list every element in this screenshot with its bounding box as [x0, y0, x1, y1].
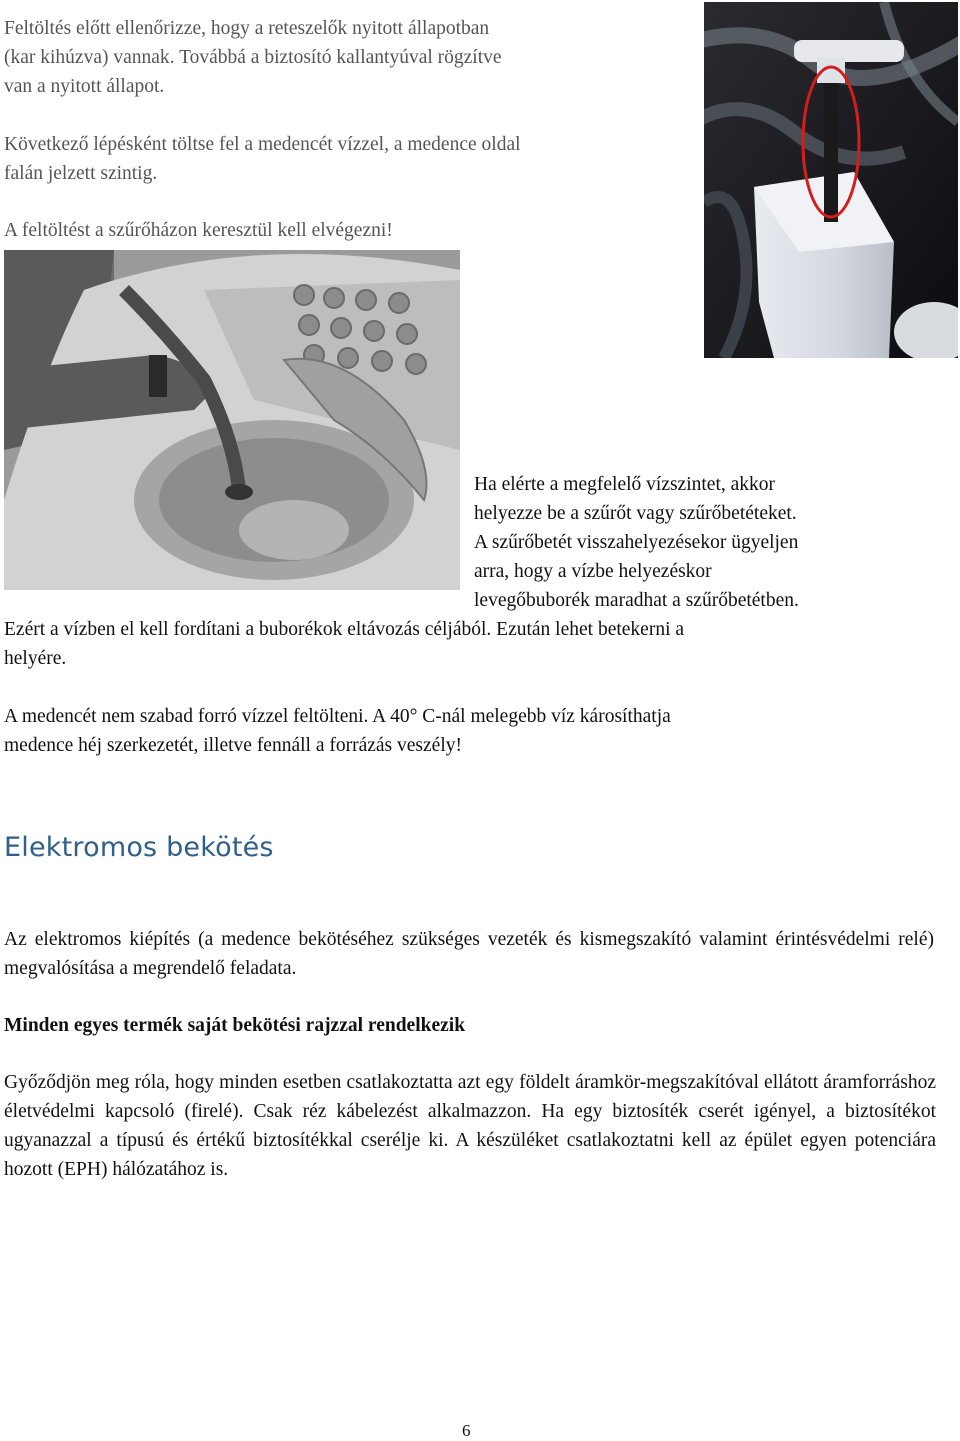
intro-line: Feltöltés előtt ellenőrizze, hogy a reteszelők nyitott állapotban: [4, 18, 490, 39]
step-block: [4, 130, 694, 188]
grounding-paragraph: Győződjön meg róla, hogy minden esetben csatlakoztatta azt egy földelt áramkör-megszakítóval ellátott áramforráshoz életvédelmi kapcsoló (firelé). Csak réz kábelezést alkalmazzon. Ha egy biztosíték cserét igényel, a biztosítékot ugyanazzal a típusú és értékű biztosítékkal cserélje ki. A készüléket csatlakoztatni kell az épület egyen potenciára hozott (EPH) hálózatához is.: [4, 1072, 936, 1180]
filling-photo-graphic: [4, 250, 460, 590]
intro-line: (kar kihúzva) vannak. Továbbá a biztosító kallantyúval rögzítve: [4, 47, 502, 68]
filter-line: Ezért a vízben el kell fordítani a buborékok eltávozás céljából. Ezután lehet betekerni a: [4, 619, 685, 640]
filter-line: helyére.: [4, 648, 67, 669]
warning-line: medence héj szerkezetét, illetve fennáll a forrázás veszély!: [4, 735, 462, 756]
page-number: 6: [462, 1421, 471, 1440]
filter-line: Ha elérte a megfelelő vízszintet, akkor: [474, 474, 776, 495]
filter-line: helyezze be a szűrőt vagy szűrőbetéteket.: [474, 503, 797, 524]
filter-continuation: [4, 615, 954, 673]
step-line: Következő lépésként töltse fel a medencét vízzel, a medence oldal: [4, 134, 521, 155]
filter-line: levegőbuborék maradhat a szűrőbetétben.: [474, 590, 799, 611]
latch-photo: [704, 2, 958, 358]
filter-line: A szűrőbetét visszahelyezésekor ügyeljen: [474, 532, 799, 553]
intro-block: [4, 14, 694, 101]
section-title: Elektromos bekötés: [4, 832, 274, 863]
hot-water-warning: [4, 702, 954, 760]
latch-photo-graphic: [704, 2, 958, 358]
filling-photo: [4, 250, 460, 590]
intro-line: van a nyitott állapot.: [4, 76, 165, 97]
wiring-diagram-note: Minden egyes termék saját bekötési rajzzal rendelkezik: [4, 1015, 466, 1036]
step-line: falán jelzett szintig.: [4, 163, 158, 184]
filter-note: A feltöltést a szűrőházon keresztül kell elvégezni!: [4, 220, 393, 241]
filter-line: arra, hogy a vízbe helyezéskor: [474, 561, 712, 582]
filter-instructions: [474, 470, 954, 615]
electrical-paragraph: Az elektromos kiépítés (a medence bekötéséhez szükséges vezeték és kismegszakító valamint érintésvédelmi relé) megvalósítása a megrendelő feladata.: [4, 929, 934, 979]
warning-line: A medencét nem szabad forró vízzel feltölteni. A 40° C-nál melegebb víz károsíthatja: [4, 706, 671, 727]
